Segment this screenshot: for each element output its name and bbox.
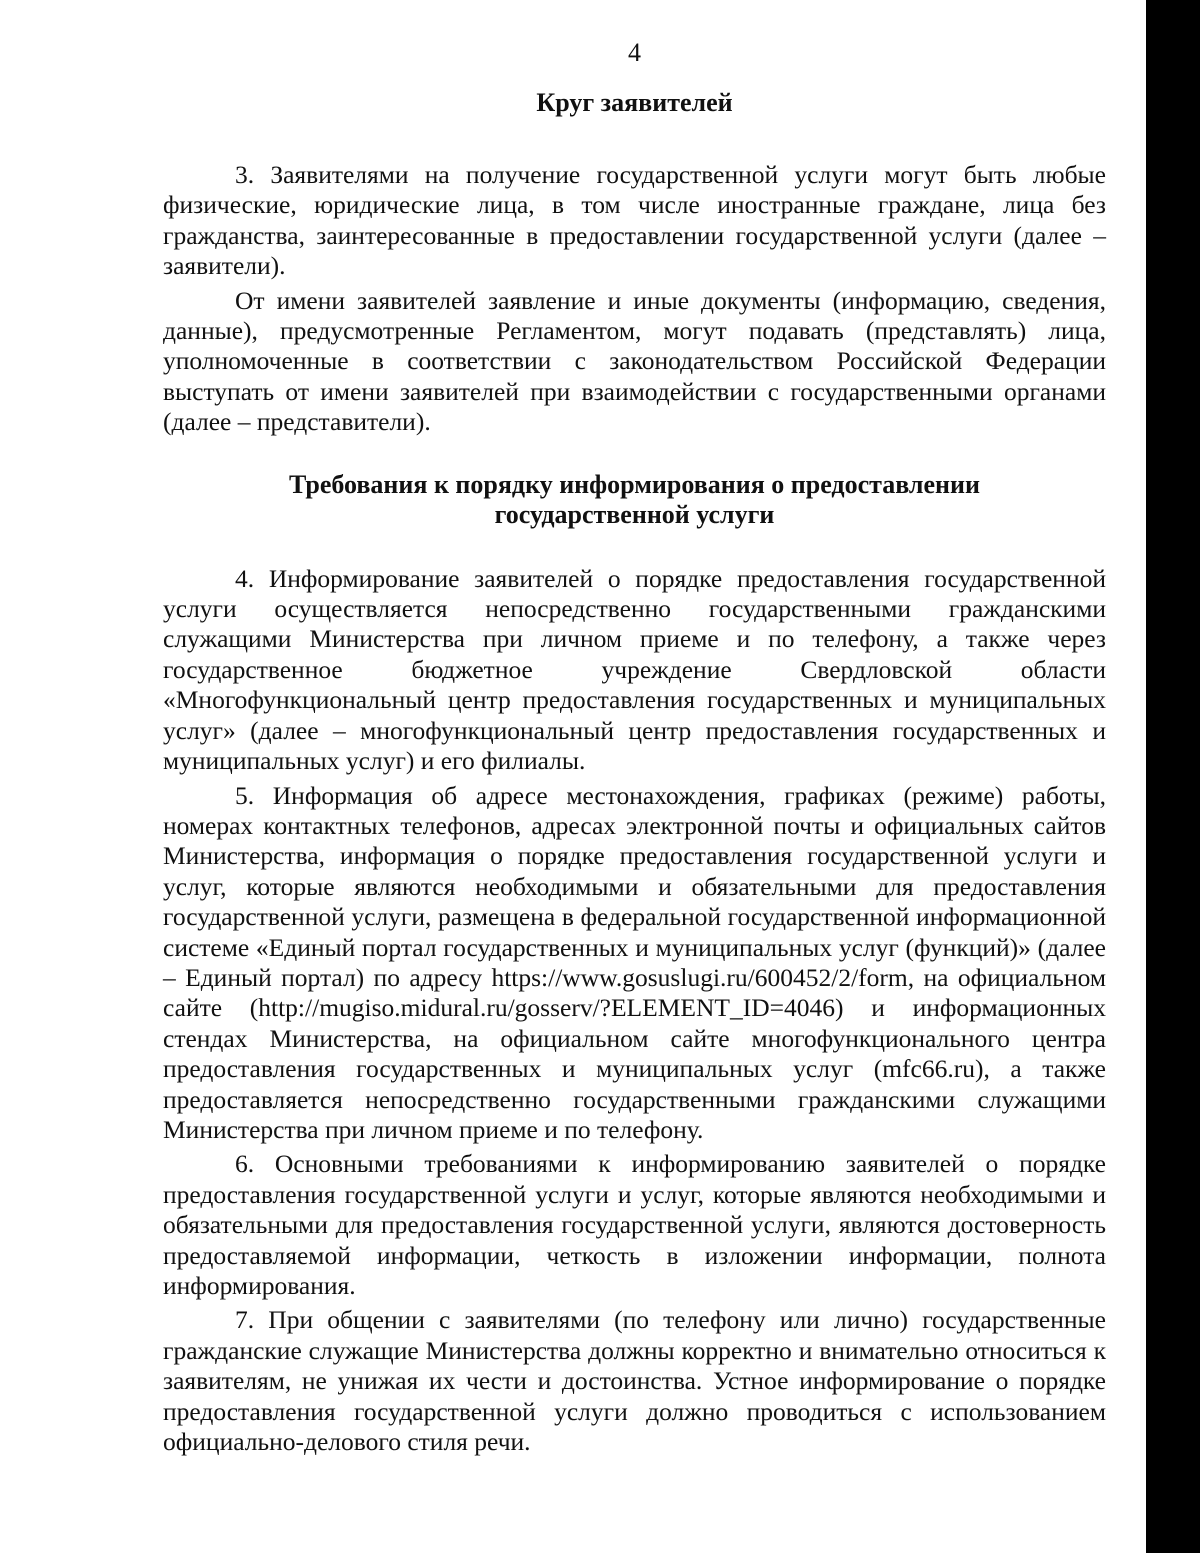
section-heading-informing-line2: государственной услуги [494, 499, 775, 529]
document-page [163, 0, 1106, 1457]
section-heading-informing [163, 470, 1106, 530]
section-heading-applicants: Круг заявителей [536, 88, 733, 117]
paragraph-7: 7. При общении с заявителями (по телефону или лично) государственные гражданские служащие Министерства должны корректно и внимательно относиться к заявителям, не унижая их чести и достоинства. Устное информирование о порядке предоставления государственной услуги должно проводиться с использованием официально-делового стиля речи. [163, 1305, 1106, 1457]
paragraph-3: 3. Заявителями на получение государственной услуги могут быть любые физические, юридические лица, в том числе иностранные граждане, лица без гражданства, заинтересованные в предоставлении государственной услуги (далее – заявители). [163, 160, 1106, 281]
paragraph-4: 4. Информирование заявителей о порядке предоставления государственной услуги осуществляется непосредственно государственными гражданскими служащими Министерства при личном приеме и по телефону, а также через государственное бюджетное учреждение Свердловской области «Многофункциональный центр предоставления государственных и муниципальных услуг» (далее – многофункциональный центр предоставления государственных и муниципальных услуг) и его филиалы. [163, 563, 1106, 776]
paragraph-6: 6. Основными требованиями к информированию заявителей о порядке предоставления государственной услуги и услуг, которые являются необходимыми и обязательными для предоставления государственной услуги, являются достоверность предоставляемой информации, четкость в изложении информации, полнота информирования. [163, 1149, 1106, 1300]
page-number: 4 [628, 38, 641, 67]
paragraph-representatives: От имени заявителей заявление и иные документы (информацию, сведения, данные), предусмотренные Регламентом, могут подавать (представлять) лица, уполномоченные в соответствии с законодательством Российской Федерации выступать от имени заявителей при взаимодействии с государственными органами (далее – представители). [163, 285, 1106, 437]
scan-edge-bar [1146, 0, 1200, 1553]
paragraph-5: 5. Информация об адресе местонахождения, графиках (режиме) работы, номерах контактных телефонов, адресах электронной почты и официальных сайтов Министерства, информация о порядке предоставления государственной услуги и услуг, которые являются необходимыми и обязательными для предоставления государственной услуги, размещена в федеральной государственной информационной системе «Единый портал государственных и муниципальных услуг (функций)» (далее – Единый портал) по адресу https://www.gosuslugi.ru/600452/2/form, на официальном сайте (http://mugiso.midural.ru/gosserv/?ELEMENT_ID=4046) и информационных стендах Министерства, на официальном сайте многофункционального центра предоставления государственных и муниципальных услуг (mfc66.ru), а также предоставляется непосредственно государственными гражданскими служащими Министерства при личном приеме и по телефону. [163, 780, 1106, 1144]
section-heading-informing-line1: Требования к порядку информирования о предоставлении [289, 469, 980, 499]
